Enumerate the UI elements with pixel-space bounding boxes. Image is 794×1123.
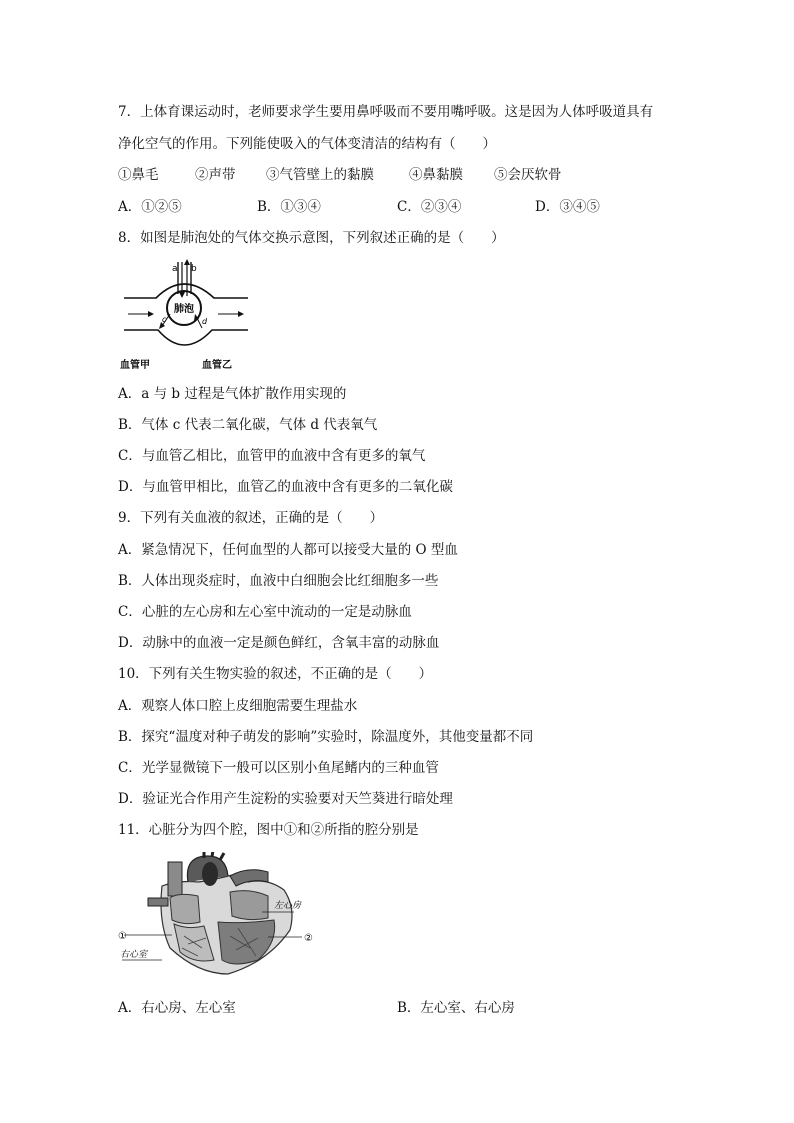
alveolus-gas-exchange-diagram xyxy=(118,256,258,372)
q8-option-c: C．与血管乙相比，血管甲的血液中含有更多的氧气 xyxy=(118,448,426,464)
gas-d-label: d xyxy=(202,317,208,326)
q7-item-3: ③气管壁上的黏膜 xyxy=(266,167,374,183)
q10-option-d: D．验证光合作用产生淀粉的实验要对天竺葵进行暗处理 xyxy=(118,791,453,807)
q11-option-a: A．右心房、左心室 xyxy=(118,1000,236,1016)
left-atrium-shape xyxy=(230,891,268,920)
q7-item-5: ⑤会厌软骨 xyxy=(494,167,562,183)
q10-option-c: C．光学显微镜下一般可以区别小鱼尾鳍内的三种血管 xyxy=(118,760,439,776)
q10-stem: 10．下列有关生物实验的叙述，不正确的是（ ） xyxy=(118,666,433,682)
label-left-atrium: 左心房 xyxy=(274,901,302,911)
q9-option-c: C．心脏的左心房和左心室中流动的一定是动脉血 xyxy=(118,604,412,620)
label-marker-1: ① xyxy=(118,931,127,942)
q8-option-b: B．气体 c 代表二氧化碳，气体 d 代表氧气 xyxy=(118,417,378,433)
label-marker-2: ② xyxy=(304,933,313,944)
q8-option-a: A．a 与 b 过程是气体扩散作用实现的 xyxy=(118,386,347,402)
gas-c-label: c xyxy=(162,315,167,324)
arrow-b-label: b xyxy=(191,264,197,274)
label-right-ventricle: 右心室 xyxy=(120,950,148,960)
q9-option-d: D．动脉中的血液一定是颜色鲜红，含氧丰富的动脉血 xyxy=(118,635,440,651)
right-atrium-shape xyxy=(170,894,200,923)
q11-stem: 11．心脏分为四个腔，图中①和②所指的腔分别是 xyxy=(118,822,419,838)
q9-option-a: A．紧急情况下，任何血型的人都可以接受大量的 O 型血 xyxy=(118,542,458,558)
q7-stem-line1: 7．上体育课运动时，老师要求学生要用鼻呼吸而不要用嘴呼吸。这是因为人体呼吸道具有 xyxy=(118,104,654,120)
q7-option-d: D．③④⑤ xyxy=(535,199,600,215)
alveolus-label: 肺泡 xyxy=(174,304,194,315)
q9-option-b: B．人体出现炎症时，血液中白细胞会比红细胞多一些 xyxy=(118,573,439,589)
q10-option-b: B．探究“温度对种子萌发的影响”实验时，除温度外，其他变量都不同 xyxy=(118,729,534,745)
q8-stem: 8．如图是肺泡处的气体交换示意图，下列叙述正确的是（ ） xyxy=(118,230,505,246)
q7-item-1: ①鼻毛 xyxy=(118,167,159,183)
q7-option-b: B．①③④ xyxy=(257,199,321,215)
q8-option-d: D．与血管甲相比，血管乙的血液中含有更多的二氧化碳 xyxy=(118,479,453,495)
arrow-b-head xyxy=(184,259,190,265)
vessel-left-label: 血管甲 xyxy=(120,360,150,371)
q10-option-a: A．观察人体口腔上皮细胞需要生理盐水 xyxy=(118,698,358,714)
q11-option-b: B．左心室、右心房 xyxy=(397,1000,515,1016)
vena-cava xyxy=(168,862,182,896)
arrow-a-head xyxy=(179,292,185,298)
q7-stem-line2: 净化空气的作用。下列能使吸入的气体变清洁的结构有（ ） xyxy=(118,136,496,152)
vessel-right-label: 血管乙 xyxy=(202,360,232,371)
heart-diagram xyxy=(118,852,328,982)
q9-stem: 9．下列有关血液的叙述，正确的是（ ） xyxy=(118,510,384,526)
capillary-lower-wall xyxy=(124,330,248,345)
q7-option-c: C．②③④ xyxy=(397,199,462,215)
arrow-a-label: a xyxy=(172,264,178,274)
q7-item-4: ④鼻黏膜 xyxy=(409,167,463,183)
q7-option-a: A．①②⑤ xyxy=(118,199,182,215)
q7-item-2: ②声带 xyxy=(195,167,236,183)
